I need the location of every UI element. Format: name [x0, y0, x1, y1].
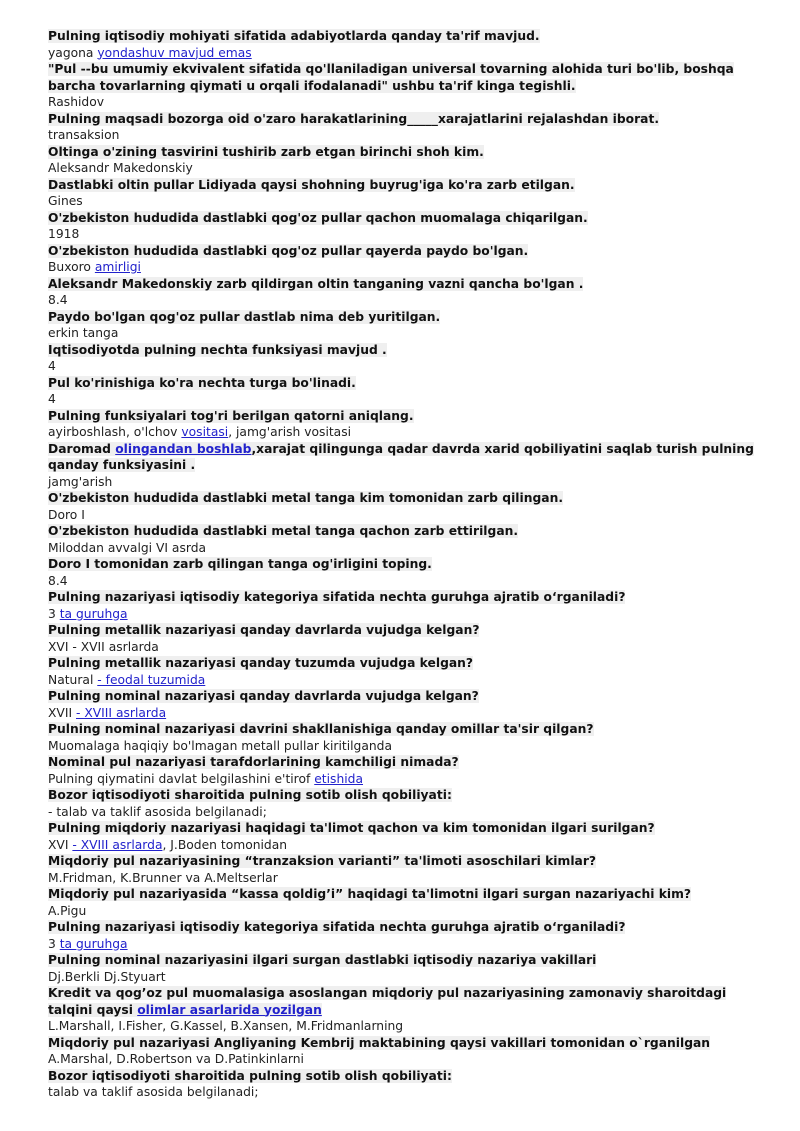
question-highlight — [48, 590, 625, 604]
text-run: Pulning nominal nazariyasi qanday davrlarda vujudga kelgan? — [48, 689, 479, 703]
question-text — [48, 589, 764, 606]
answer-text — [48, 292, 764, 309]
text-run: - talab va taklif asosida belgilanadi; — [48, 804, 267, 819]
question-text — [48, 919, 764, 936]
text-run: Miloddan avvalgi VI asrda — [48, 540, 207, 555]
text-run: Rashidov — [48, 95, 105, 109]
text-run: Miqdoriy pul nazariyasining “tranzaksion varianti” ta'limoti asoschilari kimlar? — [48, 854, 597, 868]
answer-text — [48, 936, 764, 953]
question-text — [48, 523, 764, 540]
text-run: Miqdoriy pul nazariyasida “kassa qoldig’i” haqidagi ta'limotni ilgari surgan nazariyachi kim? — [48, 887, 692, 901]
text-run: Bozor iqtisodiyoti sharoitida pulning sotib olish qobiliyati: — [48, 1068, 452, 1083]
text-run: 3 — [48, 606, 60, 621]
question-highlight — [48, 1069, 452, 1083]
inline-link[interactable]: - feodal tuzumida — [97, 672, 206, 687]
text-run: Dastlabki oltin pullar Lidiyada qaysi shohning buyrug'iga ko'ra zarb etilgan. — [48, 177, 575, 192]
text-run: XVII — [48, 705, 76, 720]
text-run: 1918 — [48, 227, 80, 241]
quiz-document — [48, 28, 764, 1101]
question-highlight — [48, 557, 432, 571]
text-run: XVI - XVII asrlarda — [48, 639, 159, 654]
inline-link[interactable]: ta guruhga — [59, 606, 128, 621]
text-run: Buxoro — [48, 260, 95, 274]
inline-link[interactable]: vositasi — [181, 425, 229, 439]
question-text — [48, 342, 764, 359]
question-highlight — [48, 1036, 710, 1050]
answer-text — [48, 837, 764, 854]
question-highlight — [48, 211, 588, 225]
question-highlight — [48, 376, 356, 390]
answer-text — [48, 870, 764, 887]
text-run: XVI — [48, 837, 73, 852]
question-text — [48, 111, 764, 128]
answer-text — [48, 193, 764, 210]
inline-link[interactable]: ta guruhga — [59, 936, 128, 951]
answer-text — [48, 1084, 764, 1101]
text-run: Nominal pul nazariyasi tarafdorlarining kamchiligi nimada? — [48, 755, 459, 769]
text-run: A.Marshal, D.Robertson va D.Patinkinlarni — [48, 1052, 304, 1066]
answer-text — [48, 639, 764, 656]
question-highlight — [48, 178, 575, 192]
question-text — [48, 276, 764, 293]
answer-text — [48, 391, 764, 408]
answer-text — [48, 45, 764, 62]
answer-text — [48, 259, 764, 276]
text-run: Doro I — [48, 507, 85, 522]
question-highlight — [48, 112, 659, 126]
text-run: Pulning funksiyalari tog'ri berilgan qatorni aniqlang. — [48, 408, 414, 423]
answer-text — [48, 358, 764, 375]
question-highlight — [48, 244, 528, 258]
text-run: Pulning nominal nazariyasi davrini shakllanishiga qanday omillar ta'sir qilgan? — [48, 722, 594, 736]
question-text — [48, 177, 764, 194]
text-run: 8.4 — [48, 573, 68, 588]
question-text — [48, 886, 764, 903]
answer-text — [48, 474, 764, 491]
question-highlight — [48, 854, 596, 868]
text-run: , J.Boden tomonidan — [162, 837, 288, 852]
question-text — [48, 952, 764, 969]
text-run: ayirboshlash, o'lchov — [48, 425, 182, 439]
text-run: O'zbekiston hududida dastlabki qog'oz pullar qachon muomalaga chiqarilgan. — [48, 210, 588, 225]
text-run: , jamg'arish vositasi — [228, 425, 352, 439]
question-highlight — [48, 953, 596, 967]
question-text — [48, 688, 764, 705]
question-highlight — [48, 788, 452, 802]
question-highlight — [48, 409, 414, 423]
question-highlight — [48, 277, 583, 291]
question-highlight — [48, 821, 655, 835]
text-run: Pul ko'rinishiga ko'ra nechta turga bo'linadi. — [48, 375, 356, 390]
question-text — [48, 1068, 764, 1085]
question-text — [48, 441, 764, 474]
question-highlight — [48, 524, 518, 538]
question-text — [48, 61, 764, 94]
text-run: "Pul --bu umumiy ekvivalent sifatida qo'llaniladigan universal tovarning alohida turi bo'lib, boshqa barcha tovarlarning qiymati u orqali ifodalanadi" ushbu ta'rif kinga tegishli. — [48, 62, 734, 93]
question-text — [48, 985, 764, 1018]
question-highlight — [48, 491, 563, 505]
text-run: O'zbekiston hududida dastlabki metal tanga qachon zarb ettirilgan. — [48, 524, 519, 538]
text-run: erkin tanga — [48, 326, 119, 340]
text-run: Muomalaga haqiqiy bo'lmagan metall pullar kiritilganda — [48, 738, 393, 753]
text-run: Natural — [48, 672, 98, 687]
text-run: 4 — [48, 392, 56, 406]
question-text — [48, 490, 764, 507]
text-run: Pulning iqtisodiy mohiyati sifatida adabiyotlarda qanday ta'rif mavjud. — [48, 29, 540, 43]
text-run: Paydo bo'lgan qog'oz pullar dastlab nima deb yuritilgan. — [48, 309, 441, 324]
answer-text — [48, 804, 764, 821]
question-text — [48, 1035, 764, 1052]
inline-link[interactable]: - XVIII asrlarda — [72, 837, 163, 852]
answer-text — [48, 771, 764, 788]
answer-text — [48, 672, 764, 689]
answer-text — [48, 573, 764, 590]
text-run: Pulning nominal nazariyasini ilgari surgan dastlabki iqtisodiy nazariya vakillari — [48, 953, 597, 967]
answer-text — [48, 94, 764, 111]
text-run: Gines — [48, 194, 83, 208]
text-run: O'zbekiston hududida dastlabki metal tanga kim tomonidan zarb qilingan. — [48, 491, 563, 505]
question-text — [48, 622, 764, 639]
text-run: Doro I tomonidan zarb qilingan tanga og'irligini toping. — [48, 557, 432, 571]
question-text — [48, 721, 764, 738]
text-run: M.Fridman, K.Brunner va A.Meltserlar — [48, 870, 278, 885]
text-run: Pulning metallik nazariyasi qanday tuzumda vujudga kelgan? — [48, 656, 474, 670]
question-text — [48, 655, 764, 672]
text-run: talab va taklif asosida belgilanadi; — [48, 1085, 259, 1099]
answer-text — [48, 1051, 764, 1068]
question-text — [48, 210, 764, 227]
answer-text — [48, 1018, 764, 1035]
question-highlight — [48, 722, 594, 736]
text-run: 3 — [48, 936, 60, 951]
text-run: Oltinga o'zining tasvirini tushirib zarb etgan birinchi shoh kim. — [48, 144, 484, 159]
question-highlight — [48, 343, 387, 357]
inline-link[interactable]: olimlar asarlarida yozilgan — [137, 1002, 322, 1017]
question-text — [48, 144, 764, 161]
question-text — [48, 820, 764, 837]
text-run: Pulning metallik nazariyasi qanday davrlarda vujudga kelgan? — [48, 623, 480, 637]
answer-text — [48, 738, 764, 755]
text-run: yagona — [48, 45, 98, 60]
text-run: Pulning miqdoriy nazariyasi haqidagi ta'limot qachon va kim tomonidan ilgari surilgan? — [48, 821, 655, 835]
text-run: 4 — [48, 359, 56, 373]
text-run: Iqtisodiyotda pulning nechta funksiyasi mavjud . — [48, 342, 387, 357]
text-run: Aleksandr Makedonskiy zarb qildirgan oltin tanganing vazni qancha bo'lgan . — [48, 276, 584, 291]
question-highlight — [48, 310, 440, 324]
text-run: Miqdoriy pul nazariyasi Angliyaning Kembrij maktabining qaysi vakillari tomonidan o`rganilgan — [48, 1035, 711, 1050]
question-text — [48, 754, 764, 771]
question-highlight — [48, 887, 691, 901]
question-text — [48, 243, 764, 260]
text-run: O'zbekiston hududida dastlabki qog'oz pullar qayerda paydo bo'lgan. — [48, 243, 529, 258]
question-highlight — [48, 689, 479, 703]
text-run: jamg'arish — [48, 474, 113, 489]
answer-text — [48, 325, 764, 342]
answer-text — [48, 705, 764, 722]
inline-link[interactable]: etishida — [314, 771, 363, 786]
text-run: Pulning nazariyasi iqtisodiy kategoriya sifatida nechta guruhga ajratib o‘rganiladi? — [48, 590, 626, 604]
question-text — [48, 309, 764, 326]
answer-text — [48, 424, 764, 441]
question-highlight — [48, 29, 540, 43]
inline-link[interactable]: - XVIII asrlarda — [76, 705, 167, 720]
text-run: Kredit va qog’oz pul muomalasiga asoslangan miqdoriy pul nazariyasining zamonaviy sharoitdagi talqini qaysi — [48, 986, 727, 1017]
question-text — [48, 787, 764, 804]
answer-text — [48, 903, 764, 920]
answer-text — [48, 127, 764, 144]
text-run: Daromad — [48, 441, 116, 456]
text-run: transaksion — [48, 128, 120, 142]
inline-link[interactable]: yondashuv mavjud emas — [97, 45, 252, 60]
answer-text — [48, 540, 764, 557]
answer-text — [48, 606, 764, 623]
question-text — [48, 556, 764, 573]
question-highlight — [48, 986, 726, 1017]
question-highlight — [48, 623, 479, 637]
question-text — [48, 408, 764, 425]
text-run: Bozor iqtisodiyoti sharoitida pulning sotib olish qobiliyati: — [48, 788, 452, 802]
question-text — [48, 28, 764, 45]
question-text — [48, 853, 764, 870]
text-run: 8.4 — [48, 293, 68, 307]
answer-text — [48, 160, 764, 177]
inline-link[interactable]: amirligi — [94, 260, 141, 274]
answer-text — [48, 969, 764, 986]
text-run: Aleksandr Makedonskiy — [48, 161, 193, 175]
question-text — [48, 375, 764, 392]
text-run: L.Marshall, I.Fisher, G.Kassel, B.Xansen, M.Fridmanlarning — [48, 1019, 404, 1033]
text-run: Dj.Berkli Dj.Styuart — [48, 969, 166, 984]
answer-text — [48, 507, 764, 524]
question-highlight — [48, 442, 754, 473]
text-run: ,xarajat qilingunga qadar davrda xarid qobiliyatini saqlab turish pulning qanday funksiyasini . — [48, 441, 754, 472]
question-highlight — [48, 656, 473, 670]
text-run: Pulning qiymatini davlat belgilashini e'tirof — [48, 771, 315, 786]
text-run: A.Pigu — [48, 903, 87, 918]
inline-link[interactable]: olingandan boshlab — [115, 441, 252, 456]
text-run: Pulning nazariyasi iqtisodiy kategoriya sifatida nechta guruhga ajratib o‘rganiladi? — [48, 920, 626, 934]
question-highlight — [48, 755, 459, 769]
question-highlight — [48, 62, 734, 93]
question-highlight — [48, 920, 625, 934]
text-run: Pulning maqsadi bozorga oid o'zaro harakatlarining_____xarajatlarini rejalashdan iborat. — [48, 111, 660, 126]
answer-text — [48, 226, 764, 243]
question-highlight — [48, 145, 484, 159]
